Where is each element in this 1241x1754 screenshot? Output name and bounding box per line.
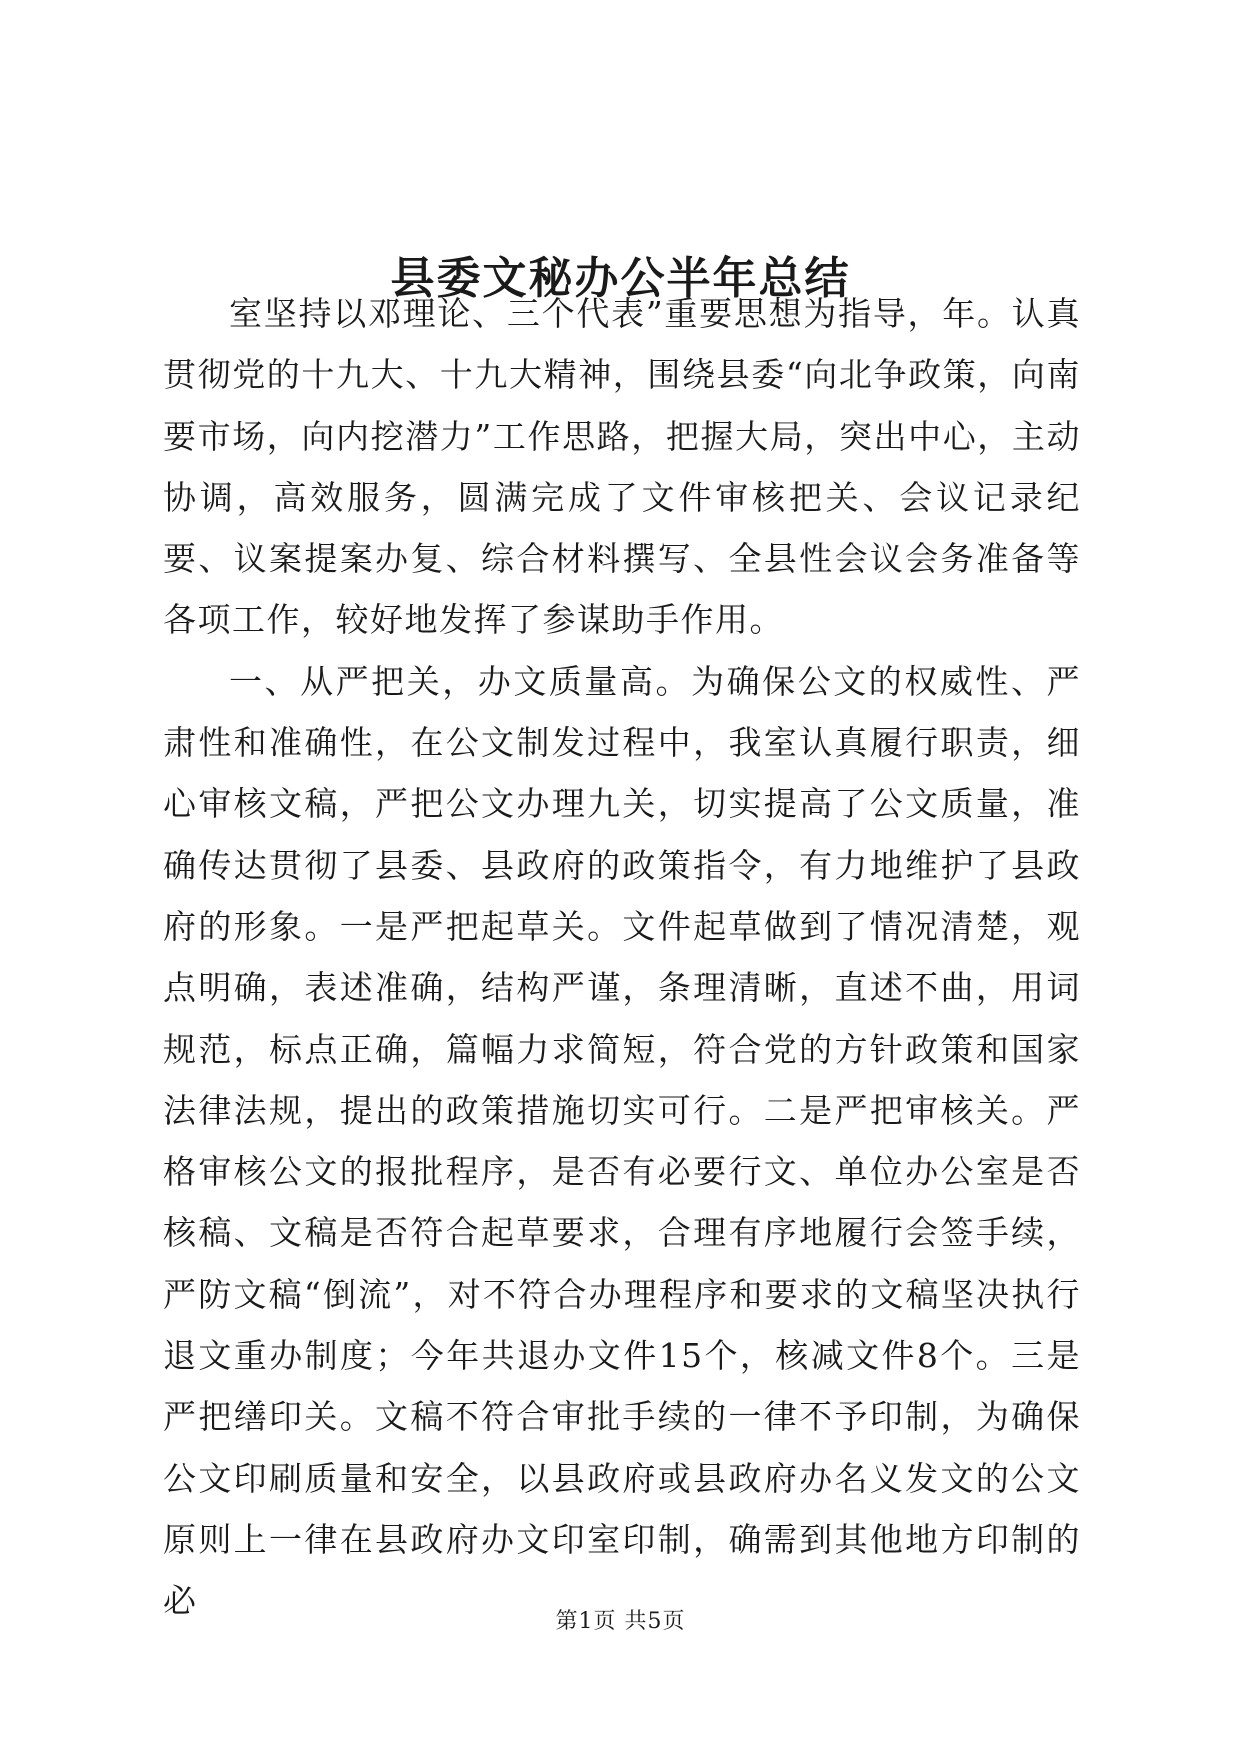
body-paragraph-section-one: 一、从严把关，办文质量高。为确保公文的权威性、严肃性和准确性，在公文制发过程中，我室认真履行职责，细心审核文稿，严把公文办理九关，切实提高了公文质量，准确传达贯彻了县委、县政府的政策指令，有力地维护了县政府的形象。一是严把起草关。文件起草做到了情况清楚，观点明确，表述准确，结构严谨，条理清晰，直述不曲，用词规范，标点正确，篇幅力求简短，符合党的方针政策和国家法律法规，提出的政策措施切实可行。二是严把审核关。严格审核公文的报批程序，是否有必要行文、单位办公室是否核稿、文稿是否符合起草要求，合理有序地履行会签手续，严防文稿“倒流”，对不符合办理程序和要求的文稿坚决执行退文重办制度；今年共退办文件15个，核减文件8个。三是严把缮印关。文稿不符合审批手续的一律不予印制，为确保公文印刷质量和安全，以县政府或县政府办名义发文的公文原则上一律在县政府办文印室印制，确需到其他地方印制的必	[163, 661, 1081, 1621]
document-body	[163, 283, 1081, 1632]
page-number-footer: 第1页 共5页	[555, 1609, 686, 1634]
document-title: 县委文秘办公半年总结	[390, 253, 851, 305]
body-paragraph-intro: 室坚持以邓理论、三个代表”重要思想为指导，年。认真贯彻党的十九大、十九大精神，围绕县委“向北争政策，向南要市场，向内挖潜力”工作思路，把握大局，突出中心，主动协调，高效服务，圆满完成了文件审核把关、会议记录纪要、议案提案办复、综合材料撰写、全县性会议会务准备等各项工作，较好地发挥了参谋助手作用。	[163, 294, 1081, 640]
